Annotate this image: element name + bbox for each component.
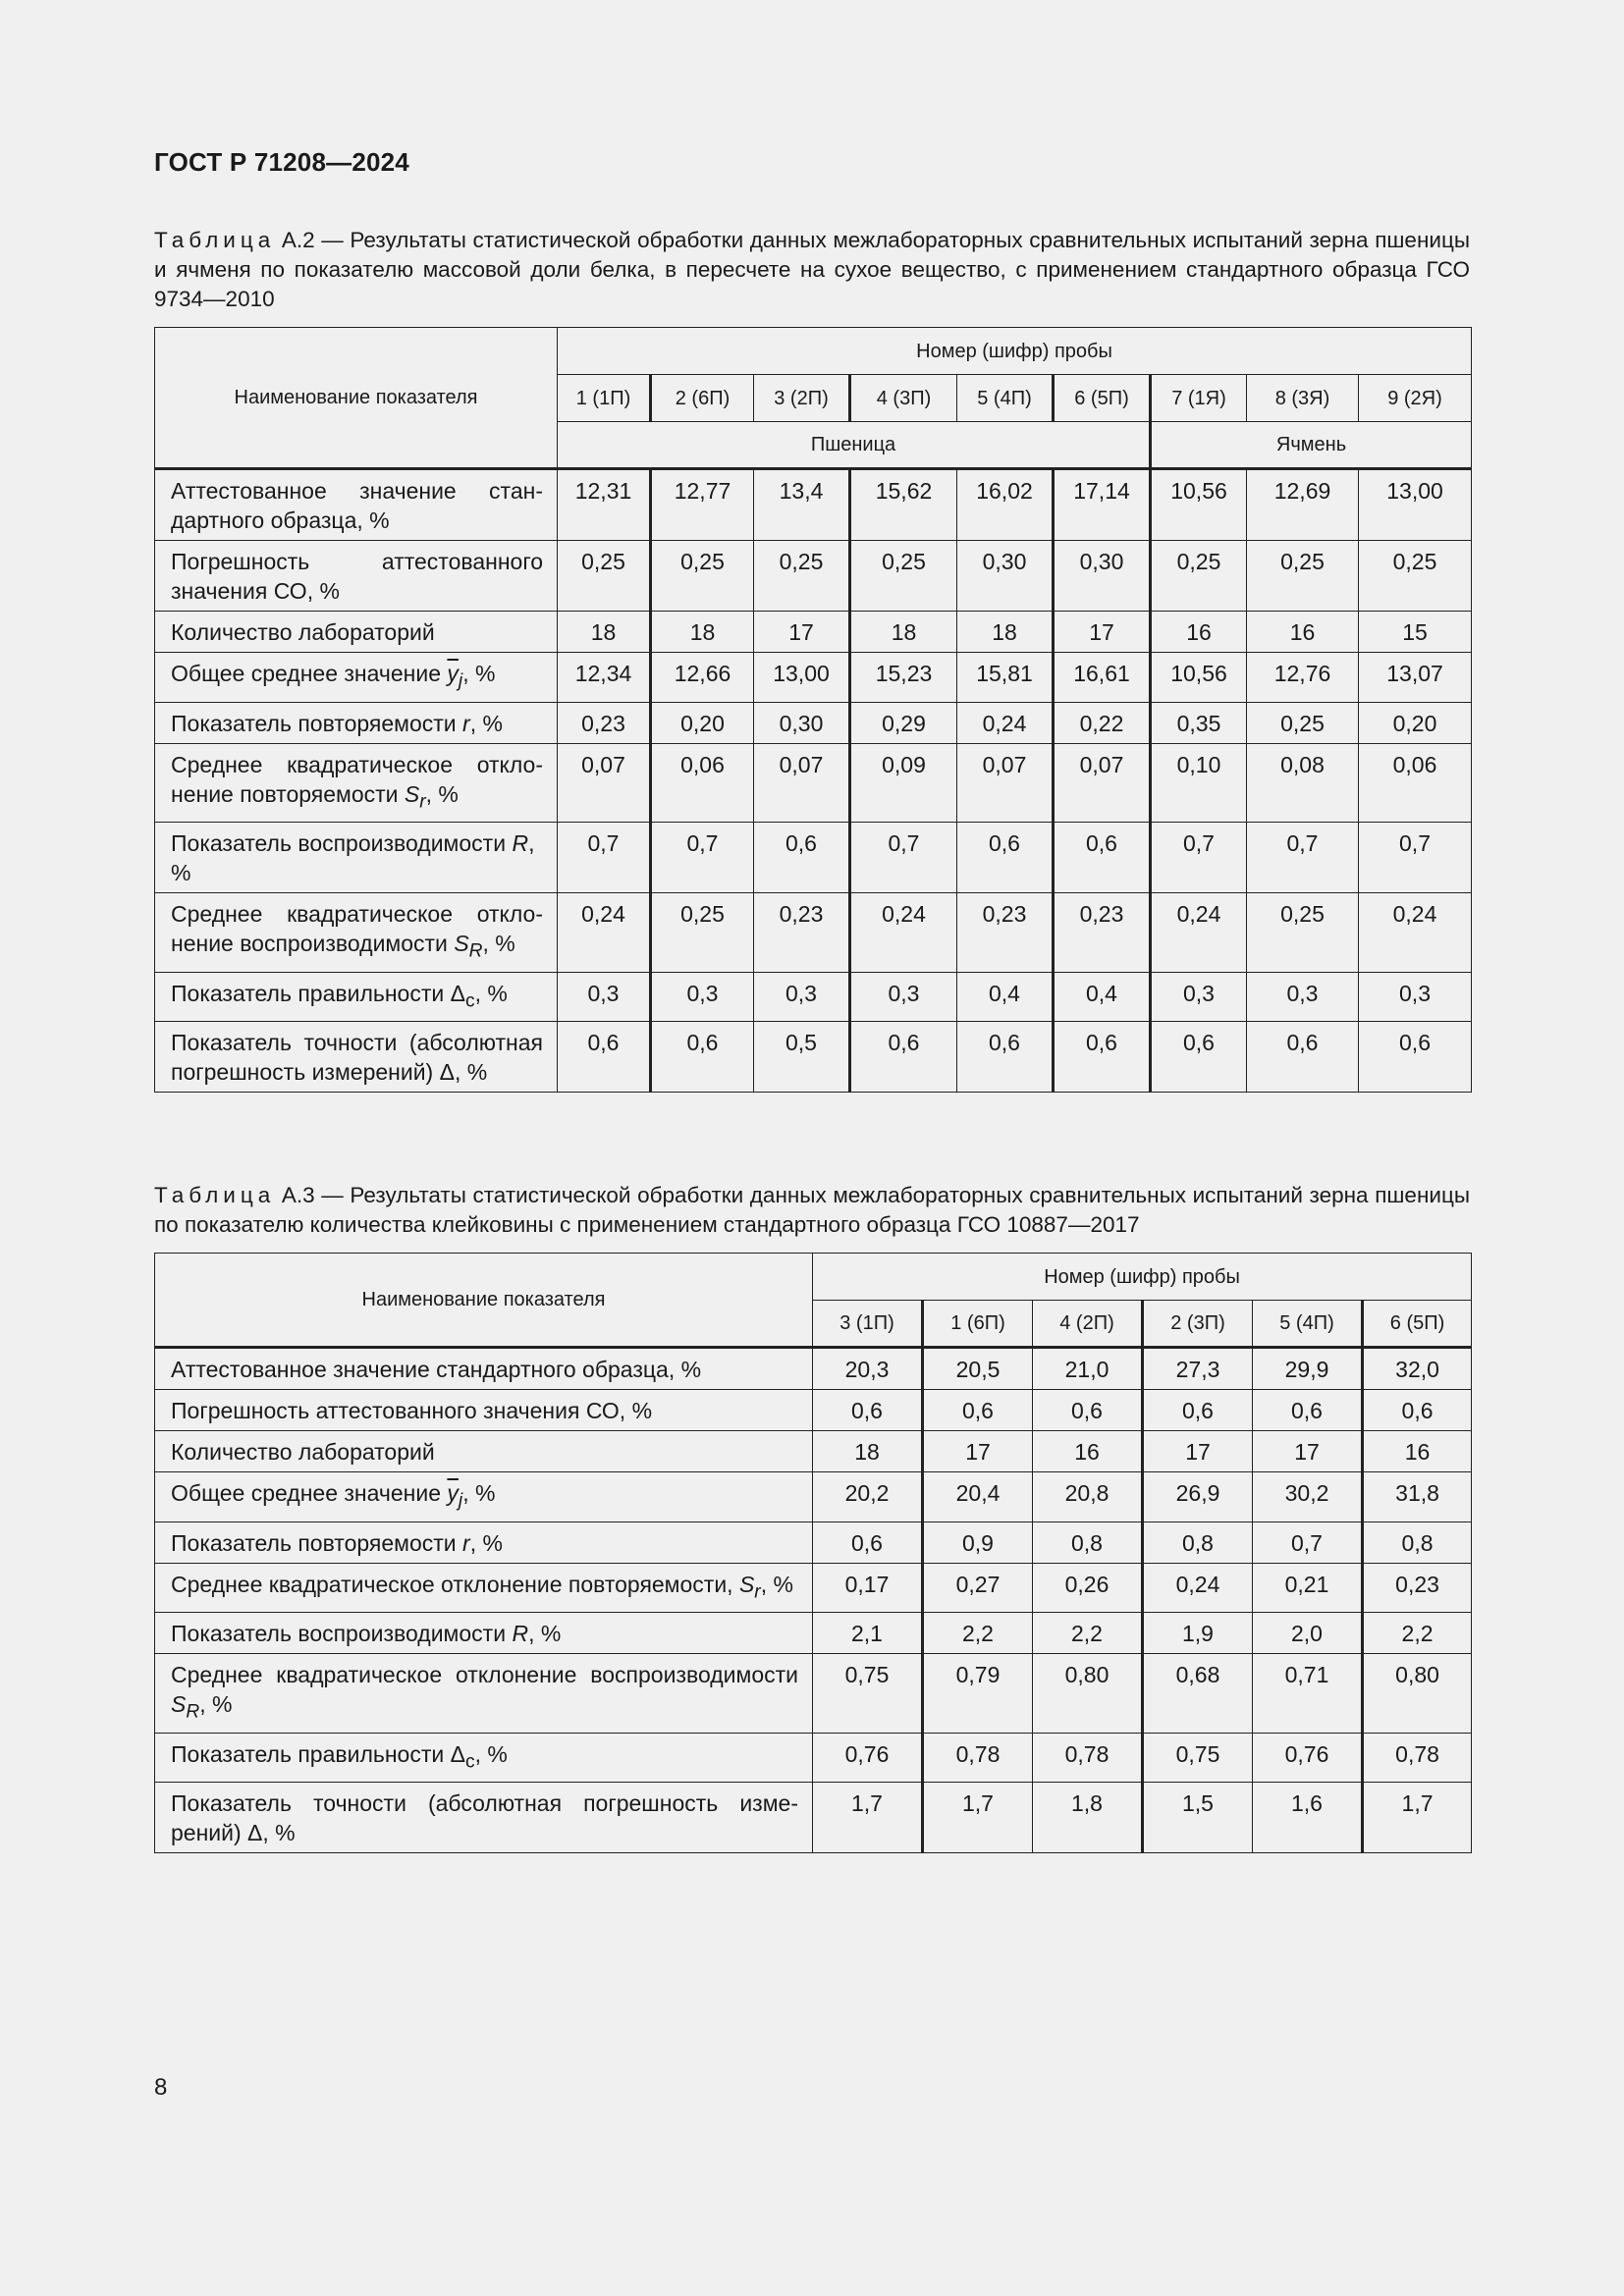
value-cell: 0,07 <box>558 743 651 823</box>
sample-code-header: 2 (3П) <box>1143 1301 1253 1348</box>
value-cell: 0,78 <box>1363 1733 1472 1783</box>
value-cell: 0,3 <box>1247 972 1359 1022</box>
value-cell: 0,23 <box>1054 893 1151 973</box>
value-cell: 1,7 <box>813 1783 923 1853</box>
row-symbol: $\overline{y}$ <box>447 661 459 686</box>
value-cell: 0,6 <box>850 1022 957 1093</box>
row-name-text: Среднее квадратическое отклонение повторяемости <box>171 751 543 807</box>
value-cell: 0,30 <box>754 702 850 743</box>
row-name-suffix: , % <box>469 1529 503 1556</box>
table-a2-caption <box>154 226 1470 314</box>
sample-code-header: 6 (5П) <box>1363 1301 1472 1348</box>
value-cell: 0,25 <box>1359 541 1472 612</box>
table-row <box>155 612 1472 653</box>
indicator-name: Показатель точности (абсолютная погрешность измерений) Δ, % <box>155 1022 558 1093</box>
indicator-name <box>155 743 558 823</box>
value-cell: 0,25 <box>754 541 850 612</box>
sample-code-header: 5 (4П) <box>1253 1301 1363 1348</box>
value-cell: 18 <box>813 1431 923 1472</box>
indicator-name <box>155 1733 813 1783</box>
value-cell: 0,79 <box>923 1654 1033 1734</box>
row-symbol: S <box>404 780 420 807</box>
sample-code-header: 6 (5П) <box>1054 375 1151 422</box>
value-cell: 0,8 <box>1363 1522 1472 1563</box>
value-cell: 0,35 <box>1151 702 1247 743</box>
value-cell: 0,6 <box>1033 1390 1143 1431</box>
indicator-name <box>155 972 558 1022</box>
value-cell: 0,5 <box>754 1022 850 1093</box>
value-cell: 0,7 <box>1247 823 1359 893</box>
row-name-suffix: , % <box>469 710 503 736</box>
value-cell: 13,00 <box>1359 469 1472 541</box>
value-cell: 1,6 <box>1253 1783 1363 1853</box>
value-cell: 27,3 <box>1143 1348 1253 1390</box>
indicator-name: Погрешность аттестованного значения СО, % <box>155 1390 813 1431</box>
row-subscript: c <box>465 1751 475 1773</box>
indicator-name <box>155 893 558 973</box>
value-cell: 0,3 <box>850 972 957 1022</box>
value-cell: 0,25 <box>850 541 957 612</box>
indicator-name <box>155 1613 813 1654</box>
table-row <box>155 1522 1472 1563</box>
value-cell: 2,1 <box>813 1613 923 1654</box>
value-cell: 0,6 <box>923 1390 1033 1431</box>
value-cell: 0,7 <box>651 823 754 893</box>
row-name-text: Показатель повторяемости <box>171 1529 463 1556</box>
row-subscript: j <box>458 670 463 692</box>
value-cell: 17 <box>923 1431 1033 1472</box>
value-cell: 0,8 <box>1143 1522 1253 1563</box>
value-cell: 0,6 <box>1363 1390 1472 1431</box>
value-cell: 0,25 <box>651 541 754 612</box>
crop-header-wheat: Пшеница <box>558 422 1151 469</box>
value-cell: 12,66 <box>651 653 754 703</box>
value-cell: 0,10 <box>1151 743 1247 823</box>
row-name-text: Показатель воспроизводимости <box>171 830 513 857</box>
value-cell: 0,30 <box>1054 541 1151 612</box>
value-cell: 0,78 <box>923 1733 1033 1783</box>
page-number: 8 <box>154 2074 168 2101</box>
table-row <box>155 1563 1472 1613</box>
value-cell: 10,56 <box>1151 653 1247 703</box>
value-cell: 12,69 <box>1247 469 1359 541</box>
value-cell: 0,27 <box>923 1563 1033 1613</box>
value-cell: 0,09 <box>850 743 957 823</box>
value-cell: 13,07 <box>1359 653 1472 703</box>
value-cell: 0,6 <box>558 1022 651 1093</box>
table-row <box>155 1022 1472 1093</box>
header-row <box>155 328 1472 375</box>
table-a2 <box>154 327 1472 1093</box>
indicator-name <box>155 1522 813 1563</box>
sample-code-header: 3 (1П) <box>813 1301 923 1348</box>
table-row <box>155 702 1472 743</box>
value-cell: 17 <box>754 612 850 653</box>
row-subscript: R <box>468 940 483 962</box>
value-cell: 1,7 <box>1363 1783 1472 1853</box>
value-cell: 16,61 <box>1054 653 1151 703</box>
value-cell: 20,5 <box>923 1348 1033 1390</box>
row-symbol: R <box>512 830 529 857</box>
row-symbol: R <box>512 1621 529 1647</box>
value-cell: 0,08 <box>1247 743 1359 823</box>
row-name-suffix: , % <box>199 1691 233 1718</box>
table-a2-caption-text: А.2 — Результаты статистической обработки данных межлабораторных сравнительных испытаний зерна пшеницы и ячменя по показателю массовой доли белка, в пересчете на сухое вещество, с применением стандартного образца ГСО 9734—2010 <box>154 228 1470 311</box>
indicator-name: Количество лабораторий <box>155 612 558 653</box>
value-cell: 0,6 <box>813 1390 923 1431</box>
crop-header-barley: Ячмень <box>1151 422 1472 469</box>
value-cell: 0,24 <box>1359 893 1472 973</box>
table-row <box>155 541 1472 612</box>
value-cell: 0,71 <box>1253 1654 1363 1734</box>
value-cell: 20,2 <box>813 1472 923 1522</box>
value-cell: 12,31 <box>558 469 651 541</box>
value-cell: 0,24 <box>850 893 957 973</box>
value-cell: 0,25 <box>558 541 651 612</box>
value-cell: 20,8 <box>1033 1472 1143 1522</box>
value-cell: 0,76 <box>813 1733 923 1783</box>
value-cell: 18 <box>558 612 651 653</box>
sample-number-header: Номер (шифр) пробы <box>813 1254 1472 1301</box>
value-cell: 0,29 <box>850 702 957 743</box>
value-cell: 0,17 <box>813 1563 923 1613</box>
table-row <box>155 1654 1472 1734</box>
value-cell: 0,7 <box>1253 1522 1363 1563</box>
table-row <box>155 1472 1472 1522</box>
value-cell: 26,9 <box>1143 1472 1253 1522</box>
value-cell: 0,76 <box>1253 1733 1363 1783</box>
row-name-suffix: , % <box>474 1740 508 1767</box>
value-cell: 12,76 <box>1247 653 1359 703</box>
value-cell: 16 <box>1151 612 1247 653</box>
value-cell: 17 <box>1143 1431 1253 1472</box>
row-subscript: r <box>419 791 426 813</box>
row-subscript: j <box>458 1490 463 1512</box>
value-cell: 12,34 <box>558 653 651 703</box>
value-cell: 0,26 <box>1033 1563 1143 1613</box>
value-cell: 0,3 <box>1151 972 1247 1022</box>
value-cell: 17 <box>1054 612 1151 653</box>
value-cell: 30,2 <box>1253 1472 1363 1522</box>
value-cell: 21,0 <box>1033 1348 1143 1390</box>
value-cell: 20,4 <box>923 1472 1033 1522</box>
value-cell: 13,00 <box>754 653 850 703</box>
value-cell: 1,7 <box>923 1783 1033 1853</box>
value-cell: 0,3 <box>1359 972 1472 1022</box>
table-a3-caption <box>154 1181 1470 1240</box>
row-name-suffix: , % <box>171 830 535 886</box>
value-cell: 0,06 <box>651 743 754 823</box>
sample-code-header: 3 (2П) <box>754 375 850 422</box>
sample-number-header: Номер (шифр) пробы <box>558 328 1472 375</box>
row-symbol: S <box>171 1691 187 1718</box>
row-name-suffix: , % <box>425 780 459 807</box>
value-cell: 15,23 <box>850 653 957 703</box>
sample-code-header: 4 (3П) <box>850 375 957 422</box>
value-cell: 0,7 <box>1359 823 1472 893</box>
value-cell: 0,07 <box>957 743 1054 823</box>
value-cell: 0,4 <box>1054 972 1151 1022</box>
table-a3-caption-lead: Таблица <box>154 1183 276 1207</box>
value-cell: 0,78 <box>1033 1733 1143 1783</box>
indicator-name <box>155 1472 813 1522</box>
indicator-name: Аттестованное значение стандартного образца, % <box>155 469 558 541</box>
table-row <box>155 972 1472 1022</box>
value-cell: 18 <box>957 612 1054 653</box>
value-cell: 32,0 <box>1363 1348 1472 1390</box>
value-cell: 0,75 <box>1143 1733 1253 1783</box>
value-cell: 17,14 <box>1054 469 1151 541</box>
row-symbol: r <box>462 710 470 736</box>
value-cell: 0,8 <box>1033 1522 1143 1563</box>
table-row <box>155 653 1472 703</box>
value-cell: 31,8 <box>1363 1472 1472 1522</box>
value-cell: 2,2 <box>1033 1613 1143 1654</box>
value-cell: 18 <box>651 612 754 653</box>
value-cell: 0,6 <box>1253 1390 1363 1431</box>
row-name-text: Среднее квадратическое отклонение воспроизводимости <box>171 1662 798 1688</box>
value-cell: 0,20 <box>651 702 754 743</box>
value-cell: 0,6 <box>1143 1390 1253 1431</box>
value-cell: 0,6 <box>1054 823 1151 893</box>
row-symbol: S <box>454 931 469 957</box>
row-name-suffix: , % <box>462 1480 496 1506</box>
name-column-header: Наименование показателя <box>155 1254 813 1348</box>
value-cell: 1,9 <box>1143 1613 1253 1654</box>
value-cell: 12,77 <box>651 469 754 541</box>
value-cell: 0,4 <box>957 972 1054 1022</box>
value-cell: 0,24 <box>558 893 651 973</box>
value-cell: 0,22 <box>1054 702 1151 743</box>
value-cell: 0,7 <box>850 823 957 893</box>
table-a3-caption-text: А.3 — Результаты статистической обработки данных межлабораторных сравнительных испытаний зерна пшеницы по показателю количества клейковины с применением стандартного образца ГСО 10887—2017 <box>154 1183 1470 1237</box>
value-cell: 10,56 <box>1151 469 1247 541</box>
row-name-text: Показатель правильности Δ <box>171 980 465 1006</box>
indicator-name: Количество лабораторий <box>155 1431 813 1472</box>
value-cell: 0,06 <box>1359 743 1472 823</box>
value-cell: 20,3 <box>813 1348 923 1390</box>
value-cell: 0,75 <box>813 1654 923 1734</box>
sample-code-header: 8 (3Я) <box>1247 375 1359 422</box>
table-row <box>155 743 1472 823</box>
table-row <box>155 1613 1472 1654</box>
table-row <box>155 1733 1472 1783</box>
value-cell: 16 <box>1033 1431 1143 1472</box>
value-cell: 0,24 <box>1151 893 1247 973</box>
value-cell: 0,6 <box>1247 1022 1359 1093</box>
value-cell: 0,24 <box>957 702 1054 743</box>
value-cell: 29,9 <box>1253 1348 1363 1390</box>
row-name-text: Показатель повторяемости <box>171 710 463 736</box>
row-name-text: Общее среднее значение <box>171 1480 448 1506</box>
value-cell: 16,02 <box>957 469 1054 541</box>
value-cell: 0,68 <box>1143 1654 1253 1734</box>
value-cell: 0,6 <box>651 1022 754 1093</box>
value-cell: 0,20 <box>1359 702 1472 743</box>
value-cell: 1,8 <box>1033 1783 1143 1853</box>
value-cell: 0,7 <box>558 823 651 893</box>
name-column-header: Наименование показателя <box>155 328 558 469</box>
row-name-suffix: , % <box>474 980 508 1006</box>
row-name-suffix: , % <box>528 1621 562 1647</box>
indicator-name <box>155 823 558 893</box>
table-a3 <box>154 1253 1472 1853</box>
table-row <box>155 1348 1472 1390</box>
row-symbol: $\overline{y}$ <box>447 1480 459 1506</box>
value-cell: 17 <box>1253 1431 1363 1472</box>
row-subscript: c <box>465 990 475 1012</box>
row-name-text: Показатель правильности Δ <box>171 1740 465 1767</box>
value-cell: 0,6 <box>754 823 850 893</box>
row-name-text: Показатель воспроизводимости <box>171 1621 513 1647</box>
row-name-suffix: , % <box>462 661 496 686</box>
value-cell: 0,6 <box>957 823 1054 893</box>
value-cell: 0,6 <box>957 1022 1054 1093</box>
value-cell: 13,4 <box>754 469 850 541</box>
value-cell: 0,25 <box>1247 893 1359 973</box>
indicator-name: Аттестованное значение стандартного образца, % <box>155 1348 813 1390</box>
table-row <box>155 1783 1472 1853</box>
value-cell: 0,24 <box>1143 1563 1253 1613</box>
value-cell: 1,5 <box>1143 1783 1253 1853</box>
value-cell: 15,81 <box>957 653 1054 703</box>
value-cell: 18 <box>850 612 957 653</box>
row-name-text: Общее среднее значение <box>171 661 448 686</box>
value-cell: 2,2 <box>1363 1613 1472 1654</box>
value-cell: 0,3 <box>651 972 754 1022</box>
value-cell: 0,21 <box>1253 1563 1363 1613</box>
sample-code-header: 1 (1П) <box>558 375 651 422</box>
value-cell: 0,25 <box>1151 541 1247 612</box>
row-symbol: S <box>738 1571 755 1597</box>
sample-code-header: 1 (6П) <box>923 1301 1033 1348</box>
row-subscript: r <box>754 1581 761 1603</box>
sample-code-header: 9 (2Я) <box>1359 375 1472 422</box>
indicator-name <box>155 1563 813 1613</box>
value-cell: 0,3 <box>558 972 651 1022</box>
sample-code-header: 5 (4П) <box>957 375 1054 422</box>
value-cell: 0,23 <box>957 893 1054 973</box>
value-cell: 0,30 <box>957 541 1054 612</box>
value-cell: 16 <box>1247 612 1359 653</box>
row-name-suffix: , % <box>760 1571 793 1597</box>
table-row <box>155 1431 1472 1472</box>
table-row <box>155 893 1472 973</box>
sample-code-header: 4 (2П) <box>1033 1301 1143 1348</box>
row-symbol: r <box>462 1529 470 1556</box>
value-cell: 2,2 <box>923 1613 1033 1654</box>
table-row <box>155 1390 1472 1431</box>
value-cell: 0,25 <box>1247 541 1359 612</box>
document-standard-number: ГОСТ Р 71208—2024 <box>154 147 409 177</box>
value-cell: 0,6 <box>1151 1022 1247 1093</box>
indicator-name <box>155 1654 813 1734</box>
sample-code-header: 2 (6П) <box>651 375 754 422</box>
sample-code-header: 7 (1Я) <box>1151 375 1247 422</box>
value-cell: 0,7 <box>1151 823 1247 893</box>
value-cell: 0,80 <box>1033 1654 1143 1734</box>
row-name-text: Среднее квадратическое отклонение повторяемости, <box>171 1571 739 1597</box>
value-cell: 15,62 <box>850 469 957 541</box>
header-row <box>155 1254 1472 1301</box>
value-cell: 0,9 <box>923 1522 1033 1563</box>
value-cell: 0,07 <box>754 743 850 823</box>
value-cell: 0,23 <box>754 893 850 973</box>
value-cell: 0,07 <box>1054 743 1151 823</box>
table-row <box>155 469 1472 541</box>
indicator-name <box>155 702 558 743</box>
value-cell: 0,6 <box>1359 1022 1472 1093</box>
value-cell: 0,25 <box>1247 702 1359 743</box>
indicator-name: Погрешность аттестованного значения СО, % <box>155 541 558 612</box>
table-a2-caption-lead: Таблица <box>154 228 276 252</box>
value-cell: 0,25 <box>651 893 754 973</box>
table-row <box>155 823 1472 893</box>
indicator-name: Показатель точности (абсолютная погрешность измерений) Δ, % <box>155 1783 813 1853</box>
row-name-text: Среднее квадратическое отклонение воспроизводимости <box>171 901 543 957</box>
value-cell: 0,6 <box>813 1522 923 1563</box>
indicator-name <box>155 653 558 703</box>
value-cell: 0,80 <box>1363 1654 1472 1734</box>
row-subscript: R <box>186 1701 200 1723</box>
value-cell: 0,23 <box>1363 1563 1472 1613</box>
value-cell: 0,23 <box>558 702 651 743</box>
value-cell: 0,3 <box>754 972 850 1022</box>
row-name-suffix: , % <box>482 931 515 957</box>
value-cell: 16 <box>1363 1431 1472 1472</box>
value-cell: 15 <box>1359 612 1472 653</box>
value-cell: 2,0 <box>1253 1613 1363 1654</box>
value-cell: 0,6 <box>1054 1022 1151 1093</box>
